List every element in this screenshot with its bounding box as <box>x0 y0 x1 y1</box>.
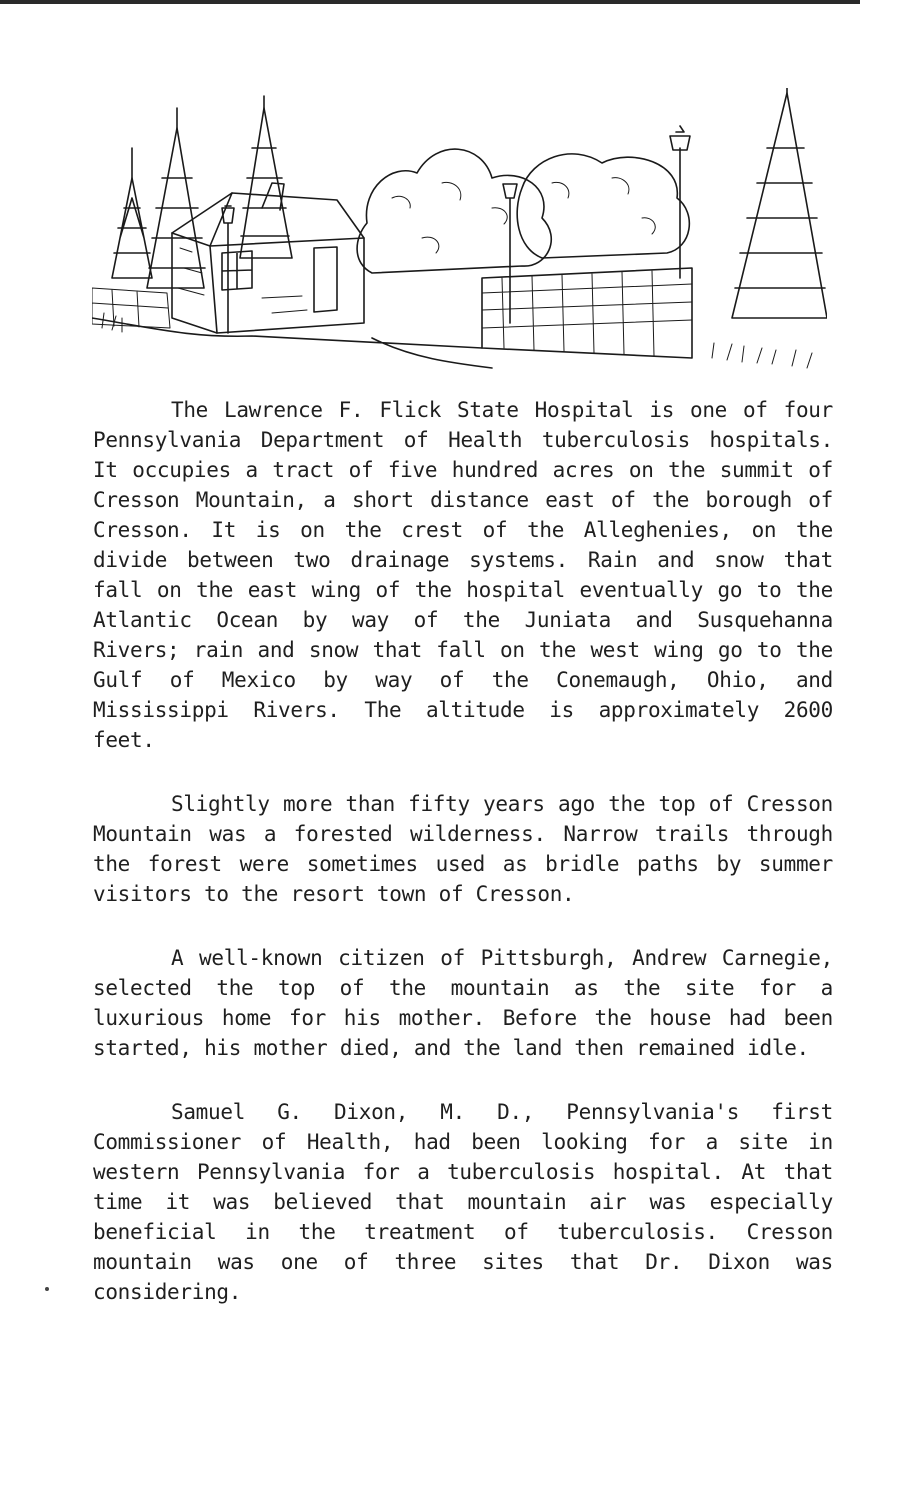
page-top-edge <box>0 0 860 4</box>
paragraph-forested-wilderness: Slightly more than fifty years ago the top of Cresson Mountain was a forested wilderness. Narrow trails through the forest were sometimes used as bridle paths by summer visitors to the resort town of Cresson. <box>93 792 833 906</box>
ink-speck <box>45 1287 49 1291</box>
paragraph-hospital-overview: The Lawrence F. Flick State Hospital is one of four Pennsylvania Department of Health tuberculosis hospitals. It occupies a tract of five hundred acres on the summit of Cresson Mountain, a short distance east of the borough of Cresson. It is on the crest of the Alleghenies, on the divide between two drainage systems. Rain and snow that fall on the east wing of the hospital eventually go to the Atlantic Ocean by way of the Juniata and Susquehanna Rivers; rain and snow that fall on the west wing go to the Gulf of Mexico by way of the Conemaugh, Ohio, and Mississippi Rivers. The altitude is approximately 2600 feet. <box>93 398 833 752</box>
paragraph-dixon: Samuel G. Dixon, M. D., Pennsylvania's first Commissioner of Health, had been looking for a site in western Pennsylvania for a tuberculosis hospital. At that time it was believed that mountain air was especially beneficial in the treatment of tuberculosis. Cresson mountain was one of three sites that Dr. Dixon was considering. <box>93 1100 833 1304</box>
article-body <box>93 395 833 1341</box>
paragraph-carnegie: A well-known citizen of Pittsburgh, Andrew Carnegie, selected the top of the mountain as the site for a luxurious home for his mother. Before the house had been started, his mother died, and the land then remained idle. <box>93 946 833 1060</box>
hospital-cottage-illustration <box>92 88 827 378</box>
